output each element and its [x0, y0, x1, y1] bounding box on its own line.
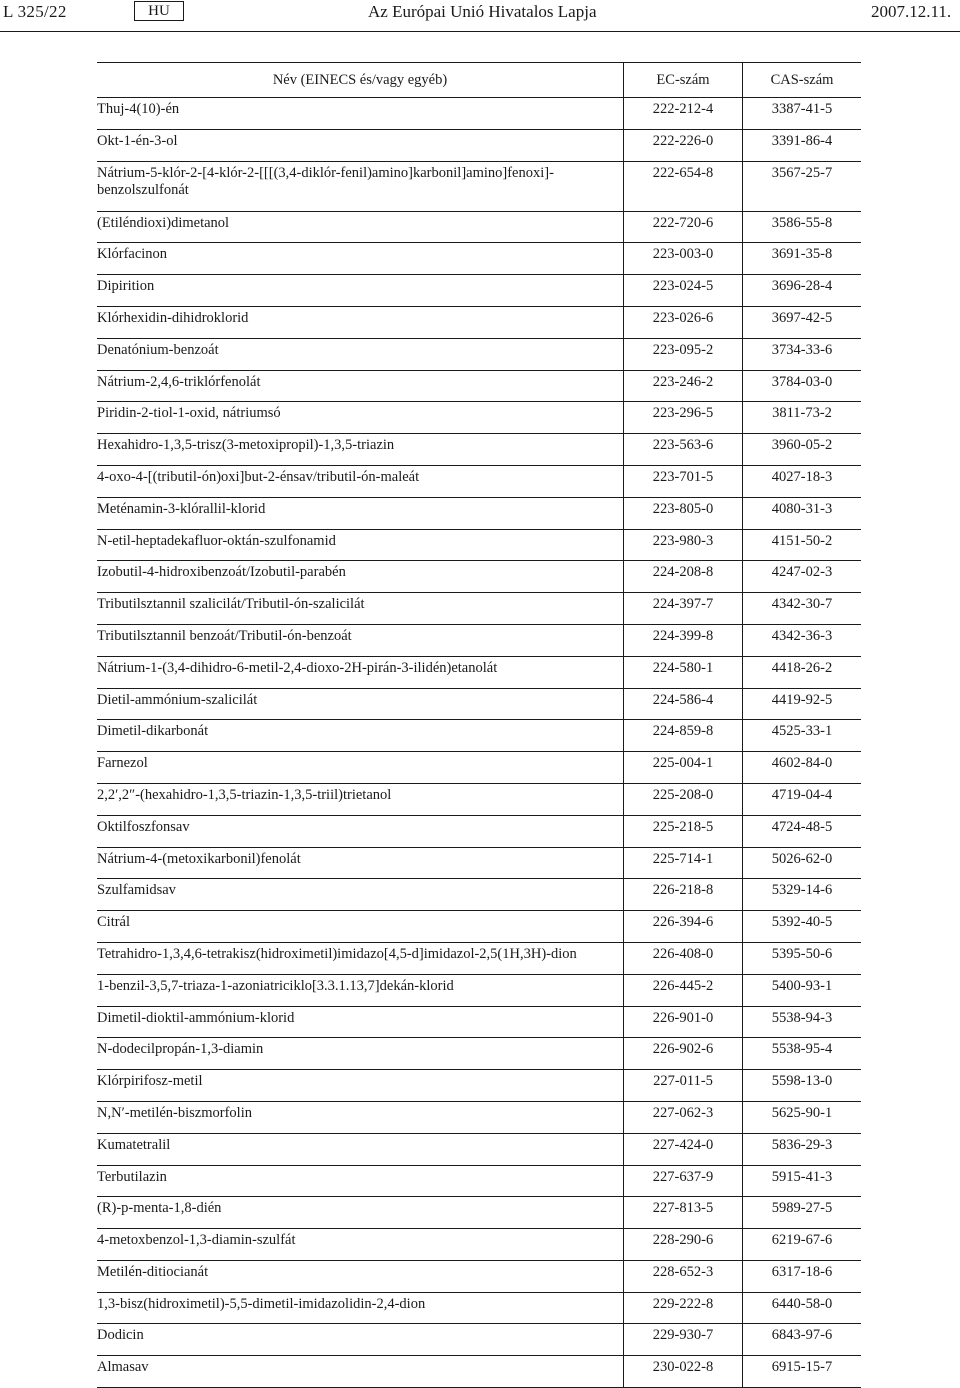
- cas-number-cell: 6440-58-0: [743, 1292, 862, 1324]
- substance-name-cell: Dietil-ammónium-szalicilát: [97, 688, 624, 720]
- ec-number-cell: 224-580-1: [624, 656, 743, 688]
- table-row: [97, 593, 861, 625]
- cas-number-cell: 3391-86-4: [743, 129, 862, 161]
- table-row: [97, 98, 861, 130]
- cas-number-cell: 3567-25-7: [743, 161, 862, 211]
- cas-number-cell: 5329-14-6: [743, 879, 862, 911]
- table-row: [97, 688, 861, 720]
- substance-name-cell: 4-oxo-4-[(tributil-ón)oxi]but-2-énsav/tributil-ón-maleát: [97, 465, 624, 497]
- table-row: [97, 370, 861, 402]
- ec-number-cell: 222-212-4: [624, 98, 743, 130]
- ec-number-cell: 230-022-8: [624, 1356, 743, 1388]
- ec-number-cell: 225-714-1: [624, 847, 743, 879]
- ec-number-cell: 227-062-3: [624, 1101, 743, 1133]
- table-row: [97, 1006, 861, 1038]
- ec-number-cell: 227-813-5: [624, 1197, 743, 1229]
- table-row: [97, 306, 861, 338]
- ec-number-cell: 223-805-0: [624, 497, 743, 529]
- ec-number-cell: 227-637-9: [624, 1165, 743, 1197]
- substance-name-cell: Dipirition: [97, 275, 624, 307]
- substance-name-cell: 1-benzil-3,5,7-triaza-1-azoniatriciklo[3.3.1.13,7]dekán-klorid: [97, 974, 624, 1006]
- cas-number-cell: 6219-67-6: [743, 1229, 862, 1261]
- ec-number-cell: 222-226-0: [624, 129, 743, 161]
- table-row: [97, 497, 861, 529]
- ec-number-cell: 228-290-6: [624, 1229, 743, 1261]
- table-row: [97, 529, 861, 561]
- cas-number-cell: 5836-29-3: [743, 1133, 862, 1165]
- substance-name-cell: (R)-p-menta-1,8-dién: [97, 1197, 624, 1229]
- cas-number-cell: 3697-42-5: [743, 306, 862, 338]
- table-row: [97, 402, 861, 434]
- cas-number-cell: 4247-02-3: [743, 561, 862, 593]
- table-row: [97, 942, 861, 974]
- table-row: [97, 783, 861, 815]
- cas-number-cell: 3734-33-6: [743, 338, 862, 370]
- ec-number-cell: 222-654-8: [624, 161, 743, 211]
- table-row: [97, 974, 861, 1006]
- cas-number-cell: 3811-73-2: [743, 402, 862, 434]
- table-row: [97, 561, 861, 593]
- table-row: [97, 1324, 861, 1356]
- substance-name-cell: Almasav: [97, 1356, 624, 1388]
- substance-table: [97, 62, 861, 1388]
- table-row: [97, 161, 861, 211]
- ec-number-cell: 226-445-2: [624, 974, 743, 1006]
- cas-number-cell: 5026-62-0: [743, 847, 862, 879]
- header-rule: [0, 31, 960, 32]
- ec-number-cell: 224-208-8: [624, 561, 743, 593]
- substance-name-cell: Meténamin-3-klórallil-klorid: [97, 497, 624, 529]
- substance-name-cell: Thuj-4(10)-én: [97, 98, 624, 130]
- ec-number-cell: 223-296-5: [624, 402, 743, 434]
- substance-name-cell: 4-metoxbenzol-1,3-diamin-szulfát: [97, 1229, 624, 1261]
- cas-number-cell: 6915-15-7: [743, 1356, 862, 1388]
- substance-name-cell: Nátrium-5-klór-2-[4-klór-2-[[[(3,4-diklór-fenil)amino]karbonil]amino]fenoxi]-benzolszulfonát: [97, 161, 624, 211]
- cas-number-cell: 4027-18-3: [743, 465, 862, 497]
- cas-number-cell: 5538-95-4: [743, 1038, 862, 1070]
- substance-name-cell: N-dodecilpropán-1,3-diamin: [97, 1038, 624, 1070]
- substance-name-cell: Dimetil-dikarbonát: [97, 720, 624, 752]
- substance-name-cell: Klórpirifosz-metil: [97, 1070, 624, 1102]
- substance-name-cell: Tetrahidro-1,3,4,6-tetrakisz(hidroximetil)imidazo[4,5-d]imidazol-2,5(1H,3H)-dion: [97, 942, 624, 974]
- table-row: [97, 1197, 861, 1229]
- table-row: [97, 465, 861, 497]
- substance-name-cell: Oktilfoszfonsav: [97, 815, 624, 847]
- table-body: [97, 98, 861, 1388]
- cas-number-cell: 4418-26-2: [743, 656, 862, 688]
- cas-number-cell: 6843-97-6: [743, 1324, 862, 1356]
- table-row: [97, 815, 861, 847]
- table-row: [97, 1038, 861, 1070]
- ec-number-cell: 225-218-5: [624, 815, 743, 847]
- substance-name-cell: N-etil-heptadekafluor-oktán-szulfonamid: [97, 529, 624, 561]
- ec-number-cell: 229-222-8: [624, 1292, 743, 1324]
- table-row: [97, 1229, 861, 1261]
- cas-number-cell: 3691-35-8: [743, 243, 862, 275]
- table-row: [97, 847, 861, 879]
- table-row: [97, 879, 861, 911]
- ec-number-cell: 226-902-6: [624, 1038, 743, 1070]
- substance-name-cell: N,N′-metilén-biszmorfolin: [97, 1101, 624, 1133]
- ec-number-cell: 223-563-6: [624, 434, 743, 466]
- cas-number-cell: 3784-03-0: [743, 370, 862, 402]
- cas-number-cell: 5538-94-3: [743, 1006, 862, 1038]
- cas-number-cell: 3586-55-8: [743, 211, 862, 243]
- cas-number-cell: 4724-48-5: [743, 815, 862, 847]
- substance-name-cell: Nátrium-4-(metoxikarbonil)fenolát: [97, 847, 624, 879]
- page-header: [0, 0, 960, 32]
- substance-name-cell: Farnezol: [97, 752, 624, 784]
- substance-name-cell: Tributilsztannil benzoát/Tributil-ón-benzoát: [97, 624, 624, 656]
- table-row: [97, 275, 861, 307]
- substance-name-cell: Hexahidro-1,3,5-trisz(3-metoxipropil)-1,3,5-triazin: [97, 434, 624, 466]
- substance-name-cell: Klórhexidin-dihidroklorid: [97, 306, 624, 338]
- ec-number-cell: 223-026-6: [624, 306, 743, 338]
- substance-name-cell: Metilén-ditiocianát: [97, 1260, 624, 1292]
- table-row: [97, 911, 861, 943]
- table-row: [97, 1101, 861, 1133]
- substance-name-cell: Nátrium-2,4,6-triklórfenolát: [97, 370, 624, 402]
- cas-number-cell: 4342-36-3: [743, 624, 862, 656]
- cas-number-cell: 5625-90-1: [743, 1101, 862, 1133]
- substance-name-cell: Klórfacinon: [97, 243, 624, 275]
- cas-number-cell: 4525-33-1: [743, 720, 862, 752]
- cas-number-cell: 4080-31-3: [743, 497, 862, 529]
- substance-name-cell: Denatónium-benzoát: [97, 338, 624, 370]
- table-row: [97, 720, 861, 752]
- table-row: [97, 624, 861, 656]
- cas-number-cell: 5392-40-5: [743, 911, 862, 943]
- ec-number-cell: 227-011-5: [624, 1070, 743, 1102]
- cas-number-cell: 5395-50-6: [743, 942, 862, 974]
- table-row: [97, 211, 861, 243]
- cas-number-cell: 6317-18-6: [743, 1260, 862, 1292]
- ec-number-cell: 224-586-4: [624, 688, 743, 720]
- ec-number-cell: 229-930-7: [624, 1324, 743, 1356]
- table-row: [97, 1356, 861, 1388]
- cas-number-cell: 4719-04-4: [743, 783, 862, 815]
- cas-number-cell: 5598-13-0: [743, 1070, 862, 1102]
- ec-number-cell: 226-394-6: [624, 911, 743, 943]
- ec-number-cell: 227-424-0: [624, 1133, 743, 1165]
- table-row: [97, 1292, 861, 1324]
- ec-number-cell: 223-095-2: [624, 338, 743, 370]
- ec-number-cell: 223-246-2: [624, 370, 743, 402]
- cas-number-cell: 5400-93-1: [743, 974, 862, 1006]
- table-row: [97, 1070, 861, 1102]
- ec-number-cell: 226-408-0: [624, 942, 743, 974]
- substance-name-cell: Izobutil-4-hidroxibenzoát/Izobutil-parabén: [97, 561, 624, 593]
- cas-number-cell: 5989-27-5: [743, 1197, 862, 1229]
- cas-number-cell: 4602-84-0: [743, 752, 862, 784]
- substance-name-cell: 1,3-bisz(hidroximetil)-5,5-dimetil-imidazolidin-2,4-dion: [97, 1292, 624, 1324]
- cas-number-cell: 3696-28-4: [743, 275, 862, 307]
- table-row: [97, 434, 861, 466]
- table-row: [97, 752, 861, 784]
- ec-number-cell: 224-397-7: [624, 593, 743, 625]
- journal-title: Az Európai Unió Hivatalos Lapja: [368, 2, 597, 21]
- table-row: [97, 1165, 861, 1197]
- column-header-ec: EC-szám: [624, 63, 743, 98]
- substance-name-cell: Szulfamidsav: [97, 879, 624, 911]
- substance-name-cell: (Etiléndioxi)dimetanol: [97, 211, 624, 243]
- table-row: [97, 1133, 861, 1165]
- cas-number-cell: 5915-41-3: [743, 1165, 862, 1197]
- substance-name-cell: Citrál: [97, 911, 624, 943]
- ec-number-cell: 226-901-0: [624, 1006, 743, 1038]
- ec-number-cell: 223-701-5: [624, 465, 743, 497]
- cas-number-cell: 3960-05-2: [743, 434, 862, 466]
- publication-date: 2007.12.11.: [871, 2, 952, 21]
- table-row: [97, 129, 861, 161]
- substance-name-cell: 2,2′,2″-(hexahidro-1,3,5-triazin-1,3,5-triil)trietanol: [97, 783, 624, 815]
- ec-number-cell: 225-004-1: [624, 752, 743, 784]
- table-row: [97, 1260, 861, 1292]
- substance-name-cell: Piridin-2-tiol-1-oxid, nátriumsó: [97, 402, 624, 434]
- cas-number-cell: 4419-92-5: [743, 688, 862, 720]
- ec-number-cell: 228-652-3: [624, 1260, 743, 1292]
- cas-number-cell: 3387-41-5: [743, 98, 862, 130]
- substance-name-cell: Dodicin: [97, 1324, 624, 1356]
- ec-number-cell: 223-980-3: [624, 529, 743, 561]
- ec-number-cell: 223-003-0: [624, 243, 743, 275]
- ec-number-cell: 222-720-6: [624, 211, 743, 243]
- substance-name-cell: Kumatetralil: [97, 1133, 624, 1165]
- column-header-name: Név (EINECS és/vagy egyéb): [97, 63, 624, 98]
- table-row: [97, 338, 861, 370]
- table-header-row: [97, 63, 861, 98]
- substance-name-cell: Nátrium-1-(3,4-dihidro-6-metil-2,4-dioxo-2H-pirán-3-ilidén)etanolát: [97, 656, 624, 688]
- page-reference: L 325/22: [3, 2, 67, 21]
- substance-name-cell: Okt-1-én-3-ol: [97, 129, 624, 161]
- table-row: [97, 656, 861, 688]
- ec-number-cell: 224-859-8: [624, 720, 743, 752]
- substance-name-cell: Dimetil-dioktil-ammónium-klorid: [97, 1006, 624, 1038]
- substance-name-cell: Tributilsztannil szalicilát/Tributil-ón-szalicilát: [97, 593, 624, 625]
- ec-number-cell: 226-218-8: [624, 879, 743, 911]
- cas-number-cell: 4342-30-7: [743, 593, 862, 625]
- column-header-cas: CAS-szám: [743, 63, 862, 98]
- cas-number-cell: 4151-50-2: [743, 529, 862, 561]
- language-code: HU: [134, 1, 184, 21]
- ec-number-cell: 225-208-0: [624, 783, 743, 815]
- substance-name-cell: Terbutilazin: [97, 1165, 624, 1197]
- ec-number-cell: 224-399-8: [624, 624, 743, 656]
- table-row: [97, 243, 861, 275]
- ec-number-cell: 223-024-5: [624, 275, 743, 307]
